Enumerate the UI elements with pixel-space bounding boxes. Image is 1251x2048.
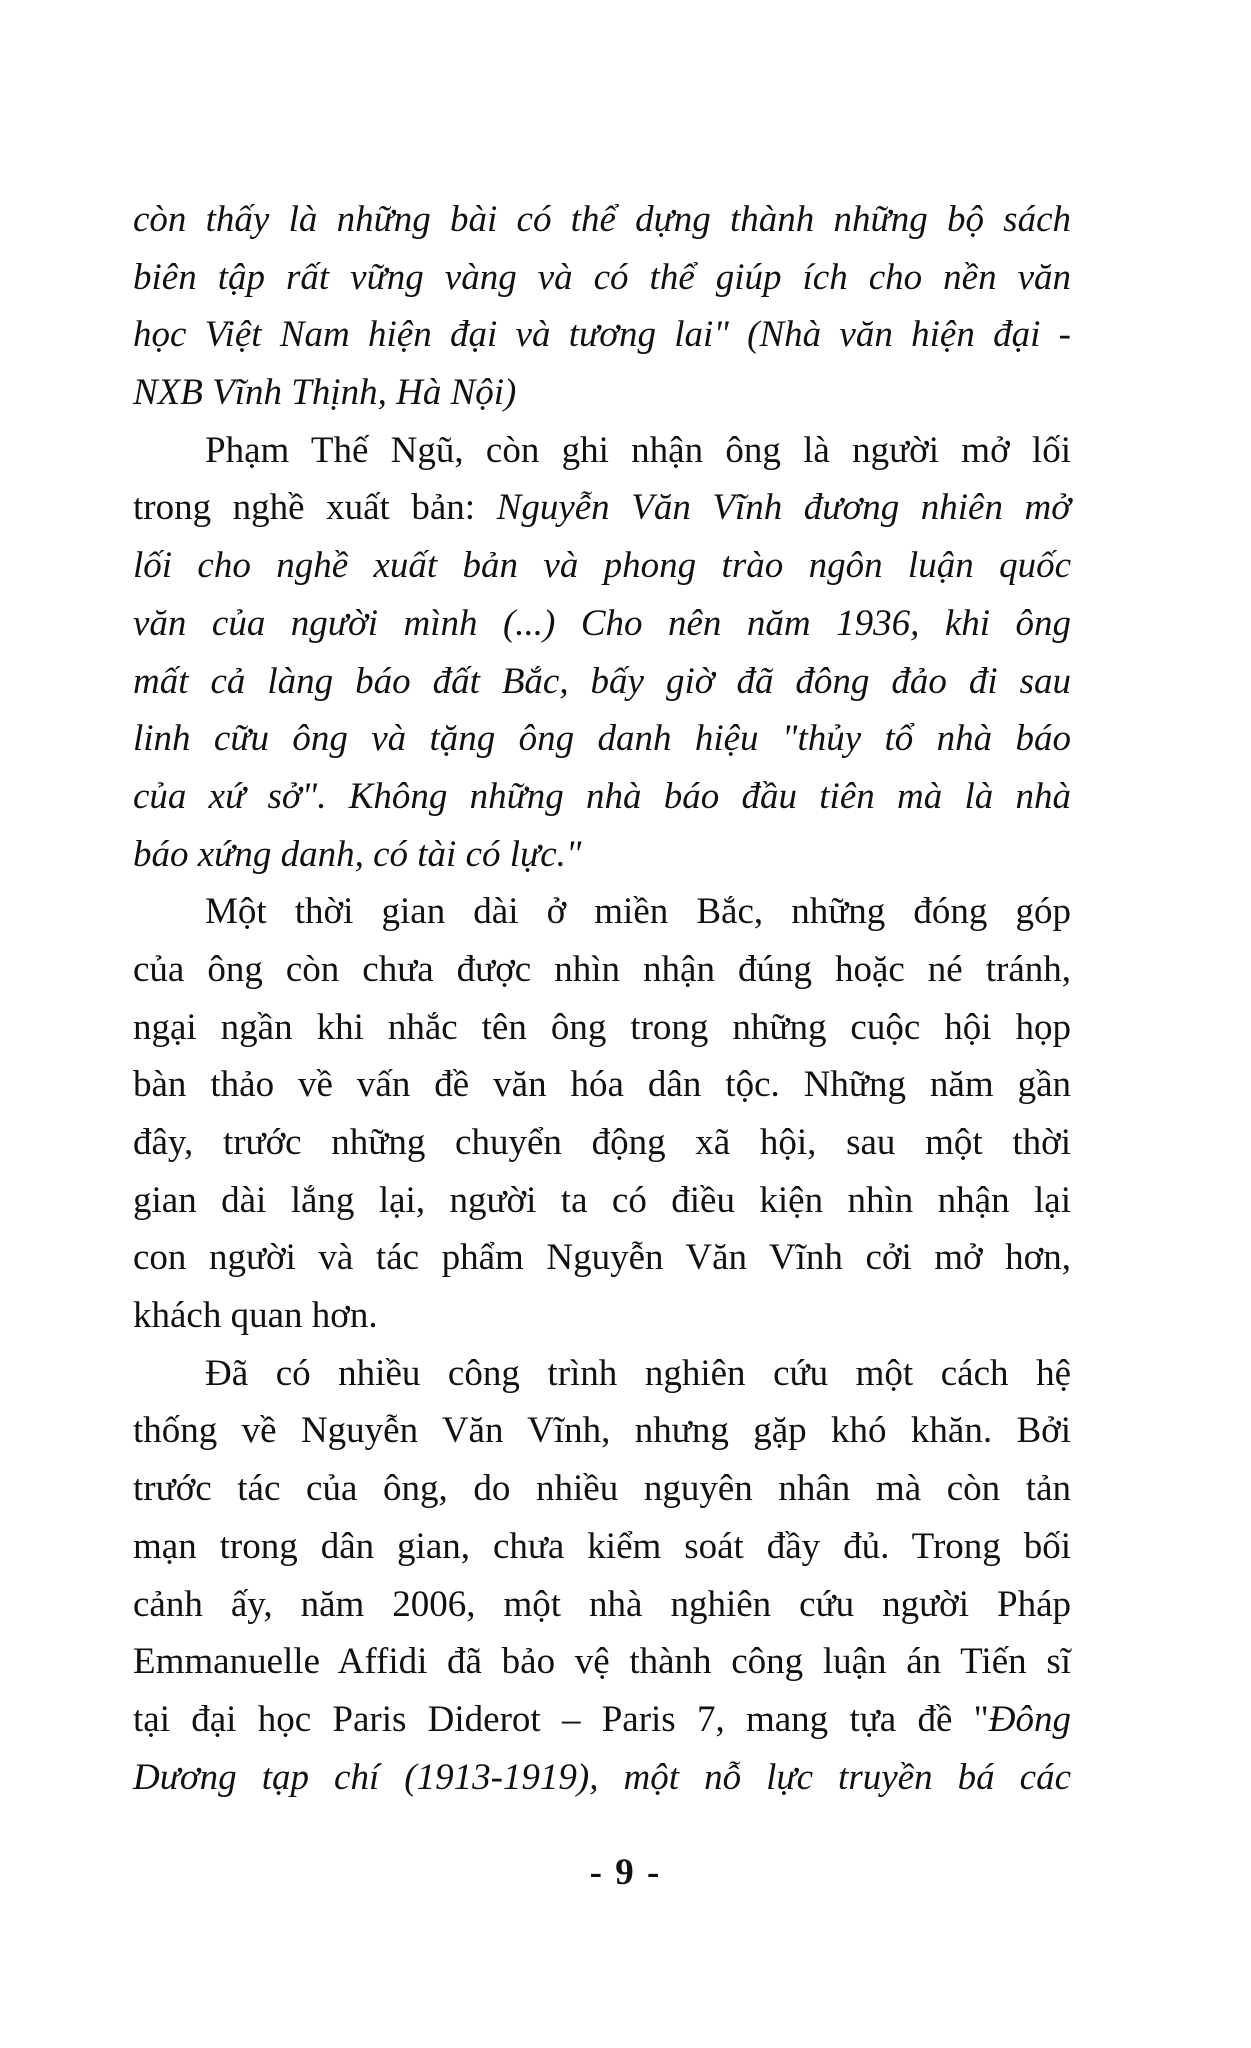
text-line bbox=[133, 826, 1071, 884]
text-segment: biên tập rất vững vàng và có thể giúp ích cho nền văn bbox=[133, 256, 1071, 298]
text-segment: Phạm Thế Ngũ, còn ghi nhận ông là người mở lối bbox=[205, 429, 1071, 471]
text-line bbox=[133, 883, 1071, 941]
text-segment: khách quan hơn. bbox=[133, 1295, 378, 1337]
text-line bbox=[133, 1056, 1071, 1114]
text-segment: Một thời gian dài ở miền Bắc, những đóng góp bbox=[205, 891, 1071, 933]
text-line bbox=[133, 479, 1071, 537]
text-segment: Nguyễn Văn Vĩnh đương nhiên mở bbox=[496, 487, 1071, 529]
page-number: - 9 - bbox=[589, 1852, 662, 1893]
text-segment: trước tác của ông, do nhiều nguyên nhân mà còn tản bbox=[133, 1468, 1071, 1510]
text-segment: linh cữu ông và tặng ông danh hiệu "thủy tổ nhà báo bbox=[133, 718, 1071, 760]
text-segment: con người và tác phẩm Nguyễn Văn Vĩnh cởi mở hơn, bbox=[133, 1237, 1071, 1279]
text-line bbox=[133, 768, 1071, 826]
text-segment: trong nghề xuất bản: bbox=[133, 487, 497, 529]
text-line bbox=[133, 1172, 1071, 1230]
text-line bbox=[133, 1518, 1071, 1576]
text-segment: tại đại học Paris Diderot – Paris 7, mang tựa đề " bbox=[133, 1698, 989, 1740]
text-segment: ngại ngần khi nhắc tên ông trong những cuộc hội họp bbox=[133, 1006, 1071, 1048]
text-line bbox=[133, 1402, 1071, 1460]
text-segment: Emmanuelle Affidi đã bảo vệ thành công luận án Tiến sĩ bbox=[133, 1641, 1071, 1683]
text-segment: NXB Vĩnh Thịnh, Hà Nội) bbox=[133, 372, 517, 414]
text-line bbox=[133, 249, 1071, 307]
text-line bbox=[133, 1576, 1071, 1634]
text-line bbox=[133, 595, 1071, 653]
text-segment: văn của người mình (...) Cho nên năm 1936, khi ông bbox=[133, 602, 1071, 644]
text-segment: mạn trong dân gian, chưa kiểm soát đầy đủ. Trong bối bbox=[133, 1525, 1071, 1567]
text-segment: thống về Nguyễn Văn Vĩnh, nhưng gặp khó khăn. Bởi bbox=[133, 1410, 1071, 1452]
text-line bbox=[133, 1345, 1071, 1403]
text-line bbox=[133, 999, 1071, 1057]
text-line bbox=[133, 710, 1071, 768]
text-segment: bàn thảo về vấn đề văn hóa dân tộc. Những năm gần bbox=[133, 1064, 1071, 1106]
text-line bbox=[133, 537, 1071, 595]
text-line bbox=[133, 306, 1071, 364]
text-segment: gian dài lắng lại, người ta có điều kiện nhìn nhận lại bbox=[133, 1179, 1071, 1221]
text-segment: của xứ sở". Không những nhà báo đầu tiên mà là nhà bbox=[133, 775, 1071, 817]
text-segment: mất cả làng báo đất Bắc, bấy giờ đã đông đảo đi sau bbox=[133, 660, 1071, 702]
text-segment: còn thấy là những bài có thể dựng thành những bộ sách bbox=[133, 199, 1071, 240]
text-segment: học Việt Nam hiện đại và tương lai" (Nhà văn hiện đại - bbox=[133, 314, 1071, 356]
text-line bbox=[133, 422, 1071, 480]
text-line bbox=[133, 1749, 1071, 1807]
text-line bbox=[133, 1229, 1071, 1287]
text-line bbox=[133, 191, 1071, 249]
text-segment: cảnh ấy, năm 2006, một nhà nghiên cứu người Pháp bbox=[133, 1583, 1071, 1625]
text-segment: báo xứng danh, có tài có lực." bbox=[133, 833, 582, 875]
text-line bbox=[133, 1633, 1071, 1691]
text-line bbox=[133, 1287, 1071, 1345]
text-line bbox=[133, 653, 1071, 711]
text-line bbox=[133, 941, 1071, 999]
text-segment: Đông bbox=[988, 1698, 1071, 1740]
text-line bbox=[133, 1114, 1071, 1172]
text-segment: đây, trước những chuyển động xã hội, sau một thời bbox=[133, 1122, 1071, 1163]
text-line bbox=[133, 364, 1071, 422]
text-segment: Dương tạp chí (1913-1919), một nỗ lực truyền bá các bbox=[133, 1756, 1071, 1798]
text-segment: của ông còn chưa được nhìn nhận đúng hoặc né tránh, bbox=[133, 948, 1071, 990]
body-text bbox=[133, 191, 1071, 1806]
text-line bbox=[133, 1460, 1071, 1518]
text-segment: lối cho nghề xuất bản và phong trào ngôn luận quốc bbox=[133, 545, 1071, 587]
text-line bbox=[133, 1691, 1071, 1749]
text-segment: Đã có nhiều công trình nghiên cứu một cách hệ bbox=[205, 1352, 1071, 1394]
